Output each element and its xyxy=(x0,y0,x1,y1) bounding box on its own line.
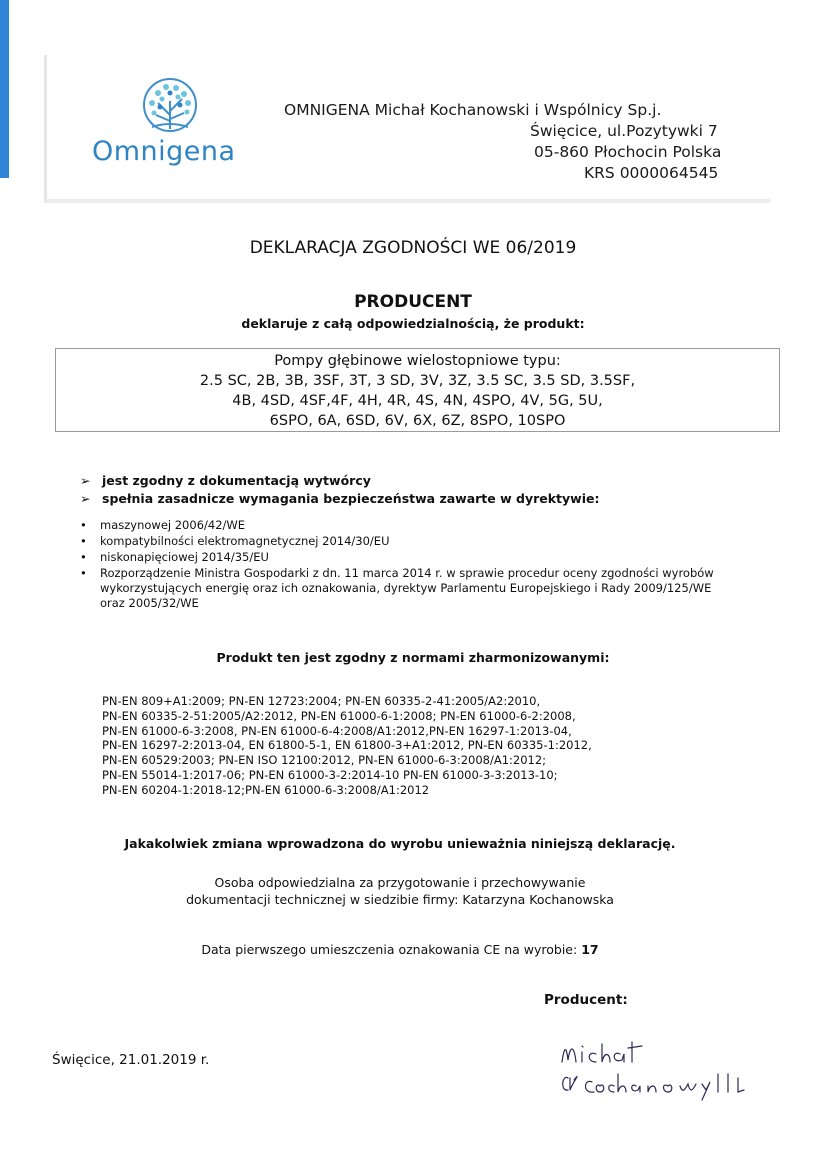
producer-subtitle: deklaruje z całą odpowiedzialnością, że produkt: xyxy=(241,316,585,331)
producer-title: PRODUCENT xyxy=(354,292,472,312)
list-item xyxy=(80,566,720,611)
company-street: Święcice, ul.Pozytywki 7 xyxy=(530,122,718,140)
handwritten-signature xyxy=(552,1034,782,1106)
company-postal: 05-860 Płochocin Polska xyxy=(534,143,722,161)
declaration-title: DEKLARACJA ZGODNOŚCI WE 06/2019 xyxy=(249,238,577,258)
logo-wordmark: Omnigena xyxy=(92,136,236,167)
directive-text: Rozporządzenie Ministra Gospodarki z dn. 11 marca 2014 r. w sprawie procedur oceny zgodności wyrobów wykorzystujących energię oraz ich oznakowania, dyrektyw Parlamentu Europejskiego i Rady 2009/125/WE oraz 2005/32/WE xyxy=(100,566,714,610)
norms-line: PN-EN 60204-1:2018-12;PN-EN 61000-6-3:2008/A1:2012 xyxy=(102,782,430,797)
ce-marking-date xyxy=(0,942,800,957)
list-item xyxy=(80,550,720,565)
norms-line: PN-EN 55014-1:2017-06; PN-EN 61000-3-2:2014-10 PN-EN 61000-3-3:2013-10; xyxy=(102,767,558,782)
company-address xyxy=(284,100,740,184)
product-box xyxy=(55,348,780,432)
directives-list xyxy=(80,518,720,612)
company-name: OMNIGENA Michał Kochanowski i Wspólnicy Sp.j. xyxy=(284,101,662,119)
list-item xyxy=(80,490,600,508)
norms-list xyxy=(102,694,682,798)
directive-text: kompatybilności elektromagnetycznej 2014/30/EU xyxy=(100,534,390,548)
responsible-person xyxy=(0,874,800,908)
responsible-line: Osoba odpowiedzialna za przygotowanie i przechowywanie xyxy=(214,875,586,890)
responsible-line: dokumentacji technicznej w siedzibie firmy: Katarzyna Kochanowska xyxy=(186,892,614,907)
norms-line: PN-EN 16297-2:2013-04, EN 61800-5-1, EN 61800-3+A1:2012, PN-EN 60335-1:2012, xyxy=(102,738,592,753)
directive-text: maszynowej 2006/42/WE xyxy=(100,518,246,532)
product-line: Pompy głębinowe wielostopniowe typu: xyxy=(274,353,561,369)
bullet-icon: • xyxy=(80,534,87,548)
norms-line: PN-EN 60335-2-51:2005/A2:2012, PN-EN 61000-6-1:2008; PN-EN 61000-6-2:2008, xyxy=(102,708,576,723)
change-notice: Jakakolwiek zmiana wprowadzona do wyrobu unieważnia niniejszą deklarację. xyxy=(124,836,676,851)
product-line: 2.5 SC, 2B, 3B, 3SF, 3T, 3 SD, 3V, 3Z, 3.5 SC, 3.5 SD, 3.5SF, xyxy=(199,373,636,389)
ce-date-value: 17 xyxy=(581,942,599,957)
company-krs: KRS 0000064545 xyxy=(584,164,719,182)
producer-signature-label: Producent: xyxy=(544,992,628,1008)
check-text: jest zgodny z dokumentacją wytwórcy xyxy=(102,473,371,488)
place-and-date: Święcice, 21.01.2019 r. xyxy=(52,1052,210,1068)
norms-title: Produkt ten jest zgodny z normami zharmonizowanymi: xyxy=(216,650,610,665)
list-item xyxy=(80,534,720,549)
check-text: spełnia zasadnicze wymagania bezpieczeństwa zawarte w dyrektywie: xyxy=(102,491,600,506)
norms-line: PN-EN 61000-6-3:2008, PN-EN 61000-6-4:2008/A1:2012,PN-EN 16297-1:2013-04, xyxy=(102,723,572,738)
list-item xyxy=(80,472,600,490)
arrow-bullet-icon: ➢ xyxy=(80,491,91,506)
ce-date-label: Data pierwszego umieszczenia oznakowania CE na wyrobie: xyxy=(201,942,578,957)
list-item xyxy=(80,518,720,533)
directive-text: niskonapięciowej 2014/35/EU xyxy=(100,550,269,564)
edge-marker xyxy=(0,0,9,178)
bullet-icon: • xyxy=(80,550,87,564)
compliance-checklist xyxy=(80,472,600,508)
bullet-icon: • xyxy=(80,518,87,532)
norms-line: PN-EN 809+A1:2009; PN-EN 12723:2004; PN-EN 60335-2-41:2005/A2:2010, xyxy=(102,694,541,708)
arrow-bullet-icon: ➢ xyxy=(80,473,91,488)
product-line: 6SPO, 6A, 6SD, 6V, 6X, 6Z, 8SPO, 10SPO xyxy=(269,413,566,429)
product-line: 4B, 4SD, 4SF,4F, 4H, 4R, 4S, 4N, 4SPO, 4V, 5G, 5U, xyxy=(232,393,603,409)
bullet-icon: • xyxy=(80,566,87,580)
norms-line: PN-EN 60529:2003; PN-EN ISO 12100:2012, PN-EN 61000-6-3:2008/A1:2012; xyxy=(102,753,547,768)
